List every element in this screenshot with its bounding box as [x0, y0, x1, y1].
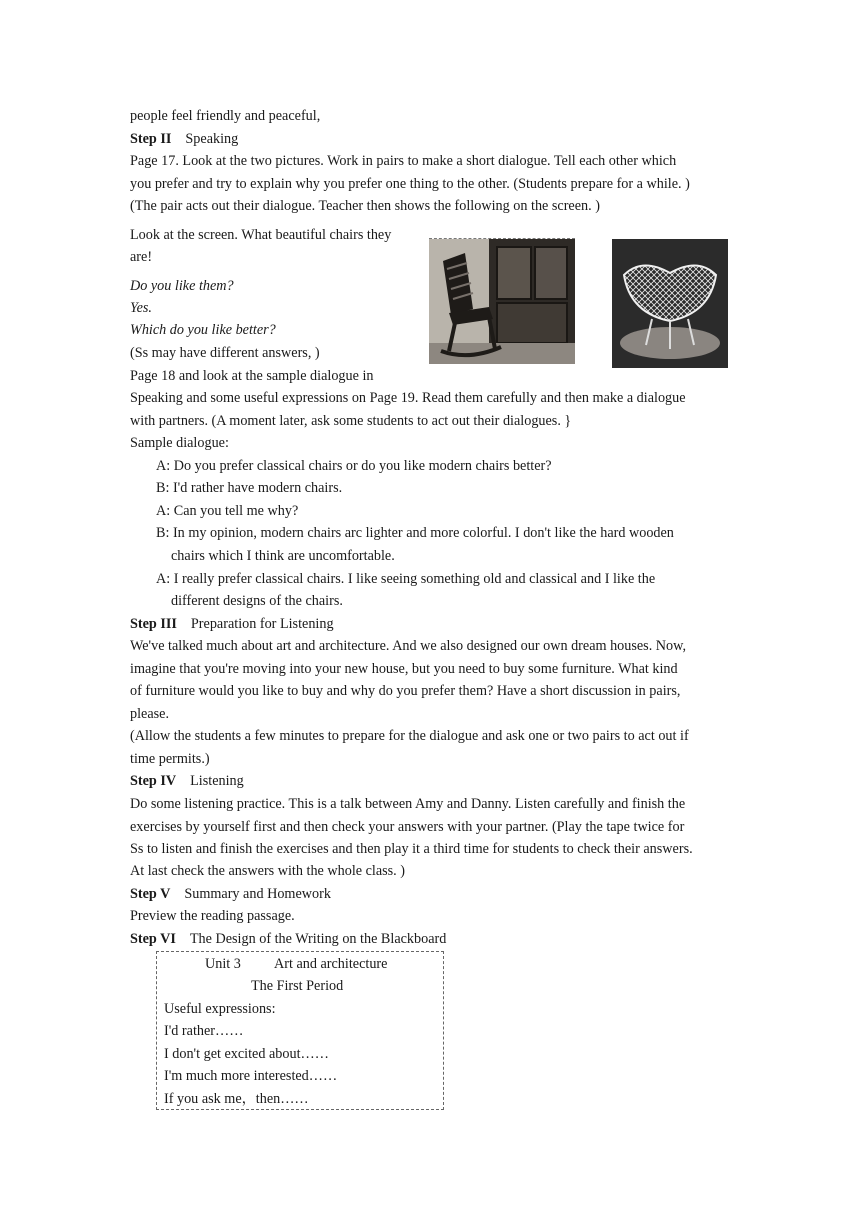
board-expression: I'd rather……: [164, 1023, 244, 1039]
text-line: of furniture would you like to buy and why do you prefer them? Have a short discussion in pairs,: [130, 683, 681, 699]
text-line: Sample dialogue:: [130, 435, 229, 451]
text-line: (The pair acts out their dialogue. Teacher then shows the following on the screen. ): [130, 198, 600, 214]
text-line: time permits.): [130, 751, 210, 767]
classical-chair-photo: [429, 239, 575, 364]
modern-chair-illustration: [612, 239, 728, 368]
board-period: The First Period: [251, 978, 344, 994]
text-line: you prefer and try to explain why you prefer one thing to the other. (Students prepare for a while. ): [130, 176, 690, 192]
text-line: Preview the reading passage.: [130, 908, 295, 924]
sample-dialogue-line: A: Can you tell me why?: [156, 503, 299, 519]
text-line: We've talked much about art and architecture. And we also designed our own dream houses. Now,: [130, 638, 686, 654]
step-title: Summary and Homework: [184, 886, 331, 902]
text-line: Ss to listen and finish the exercises and then play it a third time for students to check their answers.: [130, 841, 693, 857]
step-title: The Design of the Writing on the Blackboard: [189, 931, 447, 947]
text-line: with partners. (A moment later, ask some students to act out their dialogues. }: [130, 413, 572, 429]
board-expression: I don't get excited about……: [164, 1046, 329, 1062]
sample-dialogue-line: A: I really prefer classical chairs. I like seeing something old and classical and I like the: [156, 571, 656, 587]
sample-dialogue-line: A: Do you prefer classical chairs or do you like modern chairs better?: [156, 458, 552, 474]
text-line: Page 17. Look at the two pictures. Work in pairs to make a short dialogue. Tell each other which: [130, 153, 677, 169]
text-line: Page 18 and look at the sample dialogue in: [130, 368, 374, 384]
sample-dialogue-line: B: In my opinion, modern chairs arc lighter and more colorful. I don't like the hard wooden: [156, 525, 674, 541]
board-title: Art and architecture: [274, 956, 388, 972]
step-label: Step IV: [130, 773, 177, 789]
classical-chair-illustration: [429, 239, 575, 364]
text-line: Speaking and some useful expressions on Page 19. Read them carefully and then make a dialogue: [130, 390, 686, 406]
text-line: exercises by yourself first and then check your answers with your partner. (Play the tape twice for: [130, 819, 685, 835]
text-line: (Ss may have different answers, ): [130, 345, 320, 361]
dialogue-line: Which do you like better?: [130, 322, 276, 338]
text-line: Look at the screen. What beautiful chairs they: [130, 227, 392, 243]
step-title: Listening: [190, 773, 244, 789]
step-label: Step V: [130, 886, 171, 902]
modern-wire-chair-photo: [612, 239, 728, 368]
board-useful-heading: Useful expressions:: [164, 1001, 276, 1017]
text-line: please.: [130, 706, 169, 722]
text-line: Do some listening practice. This is a talk between Amy and Danny. Listen carefully and finish the: [130, 796, 686, 812]
text-line: are!: [130, 249, 153, 265]
blackboard-design-box: [156, 951, 444, 1110]
dialogue-line: Yes.: [130, 300, 152, 316]
step-heading: [130, 614, 334, 634]
step-label: Step II: [130, 131, 172, 147]
step-heading: [130, 929, 446, 949]
text-line: At last check the answers with the whole class. ): [130, 863, 406, 879]
board-expression: If you ask me，then……: [164, 1091, 309, 1107]
text-line: people feel friendly and peaceful,: [130, 108, 321, 124]
text-line: (Allow the students a few minutes to prepare for the dialogue and ask one or two pairs to act out if: [130, 728, 689, 744]
step-heading: [130, 771, 244, 791]
step-heading: [130, 884, 331, 904]
sample-dialogue-line: chairs which I think are uncomfortable.: [171, 548, 395, 564]
text-line: imagine that you're moving into your new house, but you need to buy some furniture. What kind: [130, 661, 678, 677]
sample-dialogue-line: B: I'd rather have modern chairs.: [156, 480, 343, 496]
sample-dialogue-line: different designs of the chairs.: [171, 593, 343, 609]
board-unit: Unit 3: [205, 956, 241, 972]
dialogue-line: Do you like them?: [130, 278, 234, 294]
step-label: Step VI: [130, 931, 176, 947]
step-heading: [130, 129, 238, 149]
step-label: Step III: [130, 616, 177, 632]
board-expression: I'm much more interested……: [164, 1068, 338, 1084]
step-title: Preparation for Listening: [190, 616, 334, 632]
step-title: Speaking: [185, 131, 239, 147]
